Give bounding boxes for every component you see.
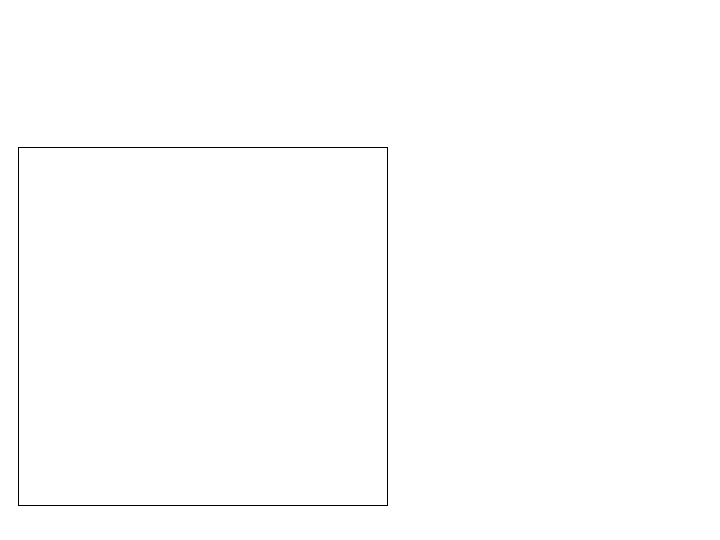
corsi-block-board [425,278,655,373]
corsi-span-table [18,147,388,506]
